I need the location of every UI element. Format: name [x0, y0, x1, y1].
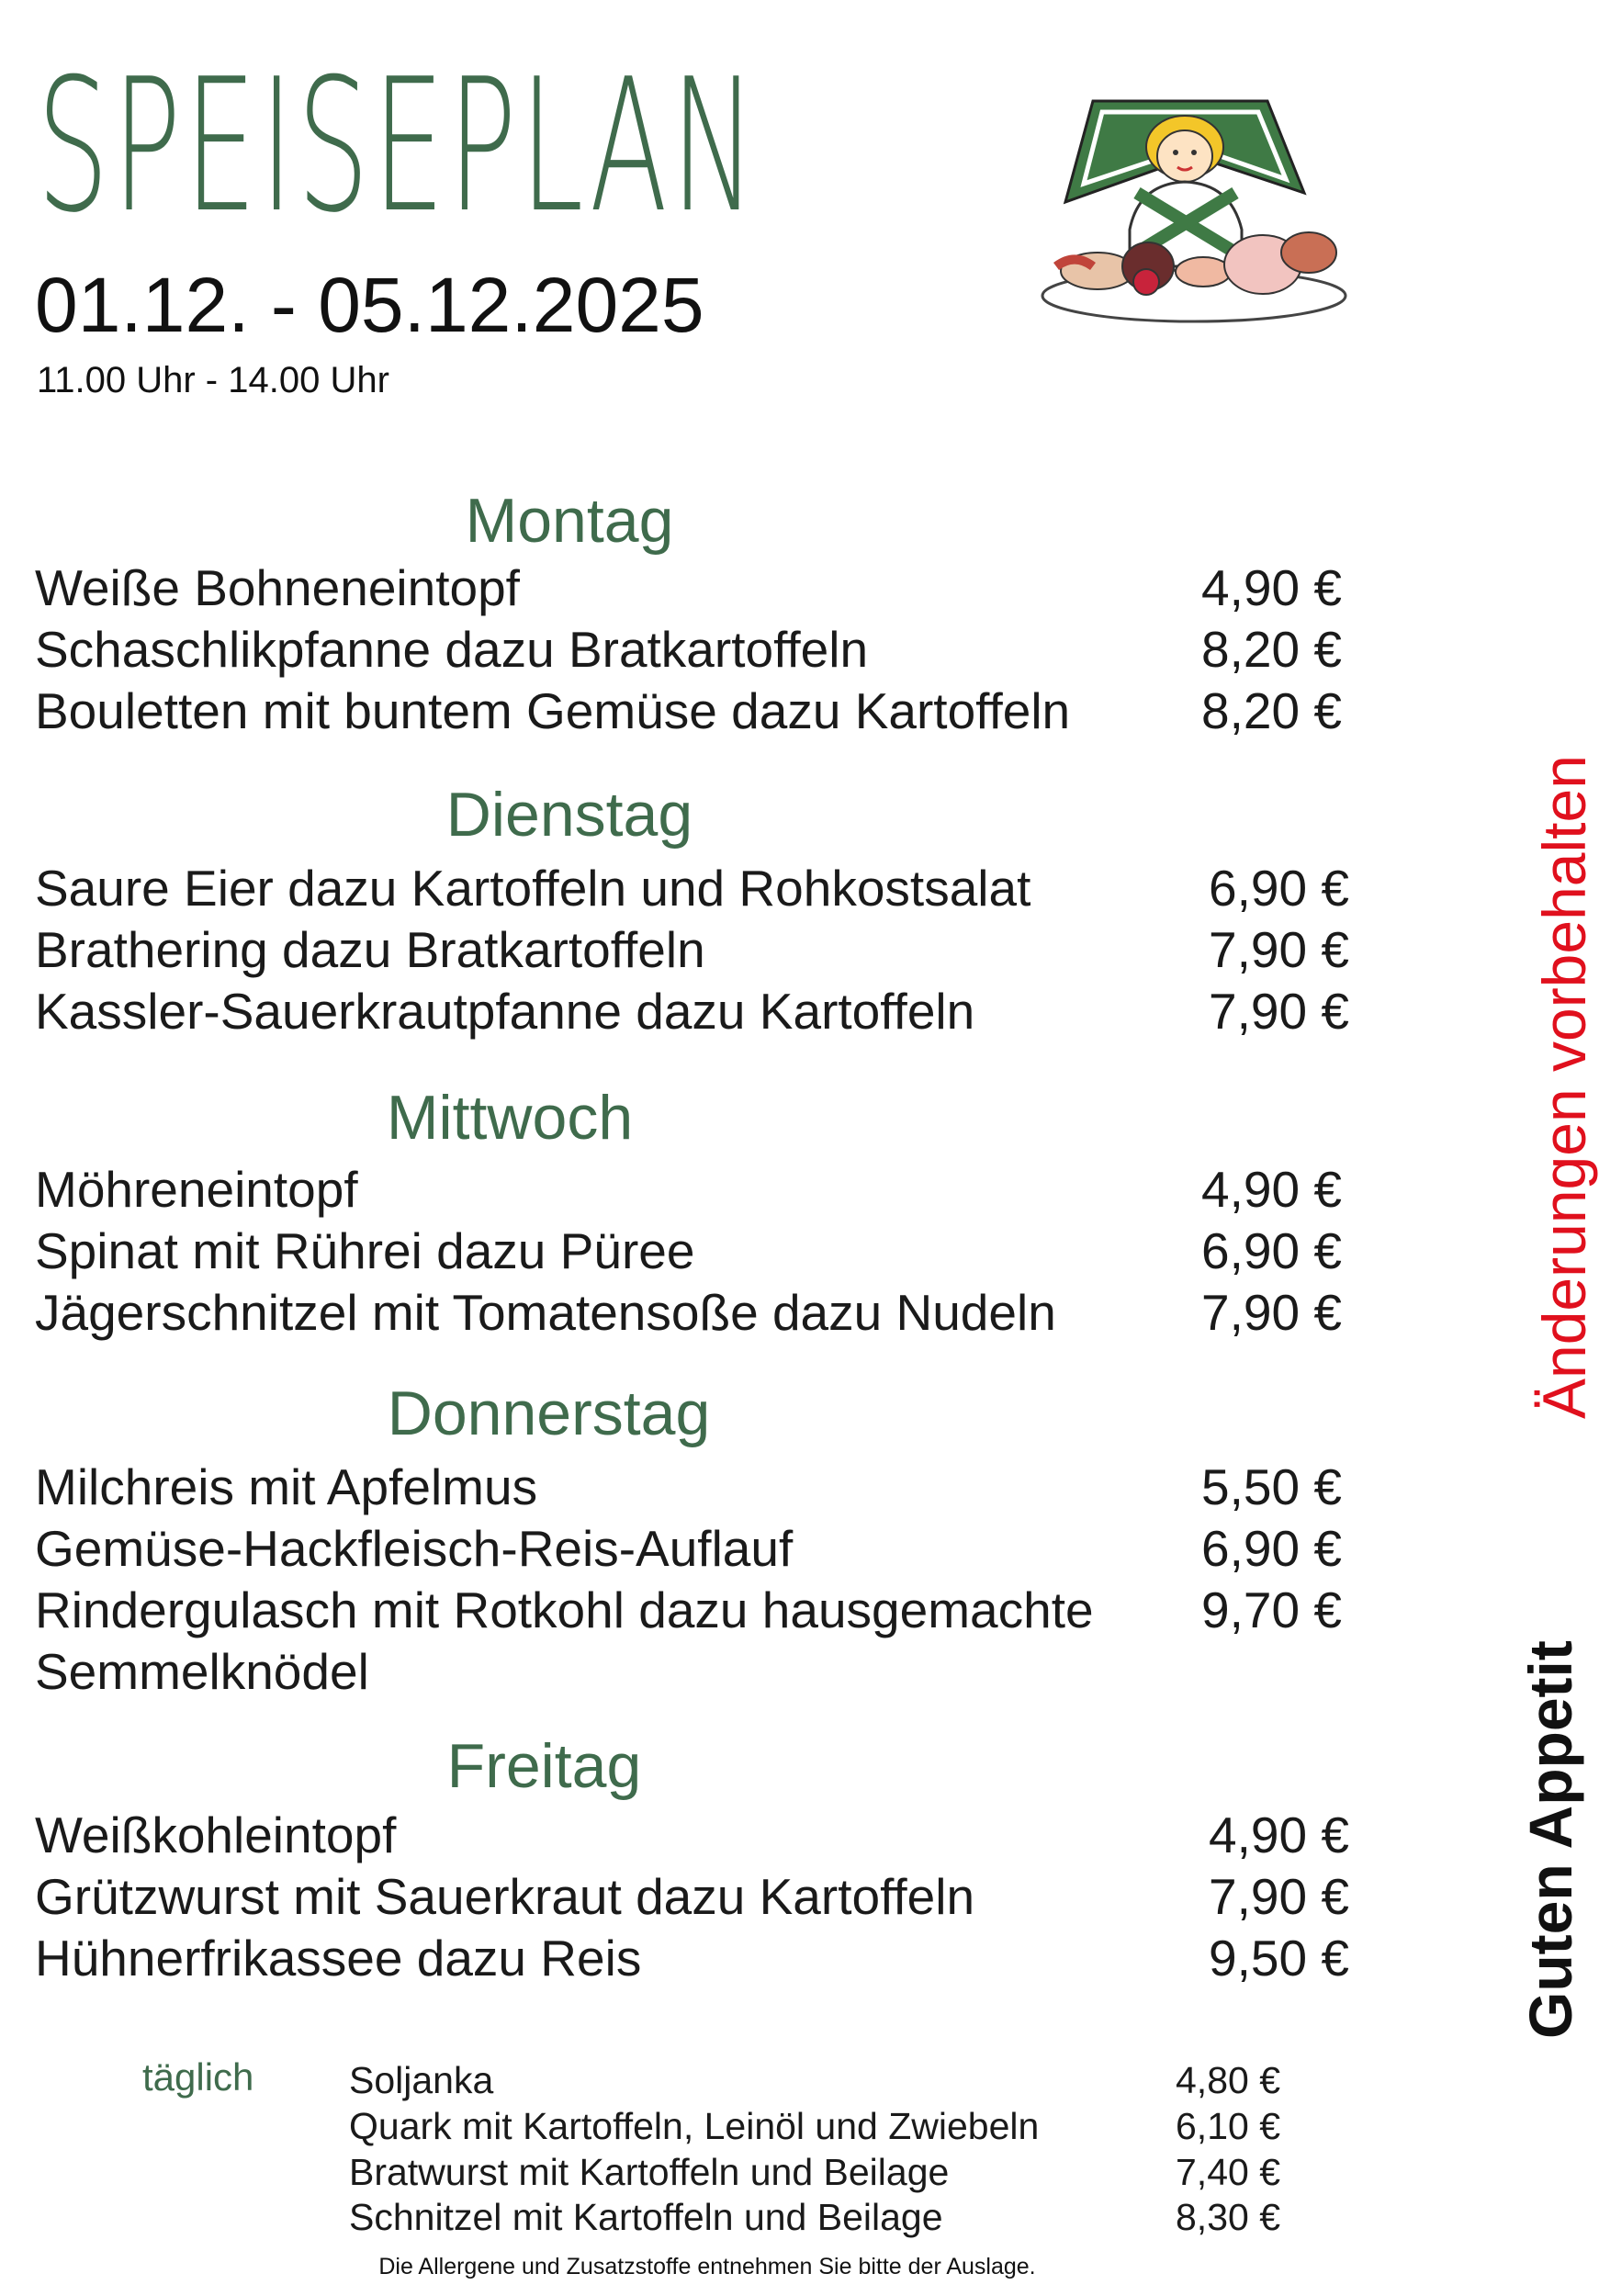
- menu-item: Saure Eier dazu Kartoffeln und Rohkostsalat 6,90 €: [35, 860, 1349, 917]
- day-heading-montag: Montag: [465, 486, 674, 556]
- menu-item: Weiße Bohneneintopf 4,90 €: [35, 559, 1342, 616]
- menu-item: Gemüse-Hackfleisch-Reis-Auflauf 6,90 €: [35, 1520, 1342, 1577]
- day-heading-mittwoch: Mittwoch: [386, 1083, 634, 1153]
- menu-item: Weißkohleintopf 4,90 €: [35, 1806, 1349, 1863]
- menu-item: Möhreneintopf 4,90 €: [35, 1161, 1342, 1218]
- menu-item: Hühnerfrikassee dazu Reis 9,50 €: [35, 1930, 1349, 1986]
- day-heading-donnerstag: Donnerstag: [387, 1379, 711, 1448]
- page-title: SPEISEPLAN: [37, 39, 760, 253]
- daily-item: Bratwurst mit Kartoffeln und Beilage 7,40 €: [349, 2151, 1280, 2193]
- menu-item: Kassler-Sauerkrautpfanne dazu Kartoffeln 7,90 €: [35, 983, 1349, 1040]
- changes-reserved-note: Änderungen vorbehalten: [1530, 755, 1598, 1419]
- daily-label: täglich: [142, 2055, 254, 2099]
- menu-item: Bouletten mit buntem Gemüse dazu Kartoffeln 8,20 €: [35, 682, 1342, 739]
- guten-appetit-note: Guten Appetit: [1516, 1640, 1584, 2039]
- menu-item: Grützwurst mit Sauerkraut dazu Kartoffeln 7,90 €: [35, 1868, 1349, 1925]
- menu-item: Brathering dazu Bratkartoffeln 7,90 €: [35, 921, 1349, 978]
- menu-item: Rindergulasch mit Rotkohl dazu hausgemachte 9,70 €: [35, 1581, 1342, 1638]
- menu-item: Schaschlikpfanne dazu Bratkartoffeln 8,20 €: [35, 621, 1342, 678]
- menu-item: Milchreis mit Apfelmus 5,50 €: [35, 1458, 1342, 1515]
- daily-item: Soljanka 4,80 €: [349, 2059, 1280, 2101]
- daily-item: Quark mit Kartoffeln, Leinöl und Zwiebeln 6,10 €: [349, 2105, 1280, 2147]
- menu-item-continuation: Semmelknödel: [35, 1643, 369, 1700]
- day-heading-dienstag: Dienstag: [445, 780, 693, 850]
- menu-item: Spinat mit Rührei dazu Püree 6,90 €: [35, 1222, 1342, 1279]
- butcher-logo-icon: [1029, 92, 1359, 331]
- allergen-footnote: Die Allergene und Zusatzstoffe entnehmen Sie bitte der Auslage.: [378, 2254, 1036, 2279]
- date-range: 01.12. - 05.12.2025: [35, 262, 704, 348]
- daily-item: Schnitzel mit Kartoffeln und Beilage 8,30 €: [349, 2196, 1280, 2238]
- day-heading-freitag: Freitag: [446, 1731, 642, 1801]
- opening-hours: 11.00 Uhr - 14.00 Uhr: [37, 360, 389, 400]
- menu-item: Jägerschnitzel mit Tomatensoße dazu Nudeln 7,90 €: [35, 1284, 1342, 1341]
